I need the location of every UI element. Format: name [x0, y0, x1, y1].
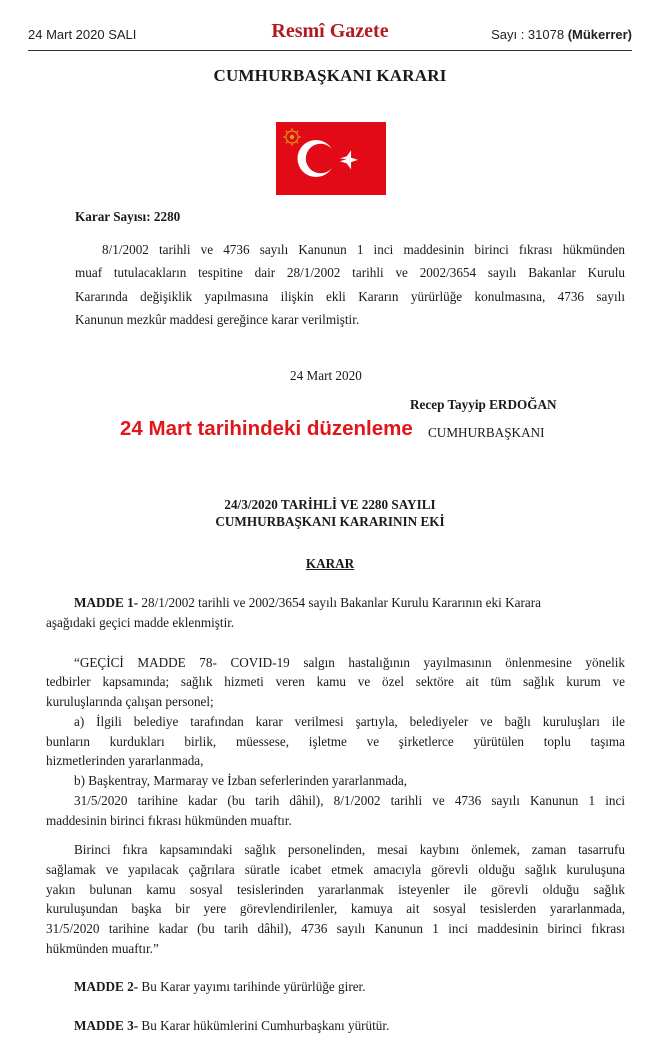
article-3-text: Bu Karar hükümlerini Cumhurbaşkanı yürütür. — [138, 1018, 390, 1033]
issue-prefix: Sayı : 31078 — [491, 27, 565, 42]
item-a-line: bunların kurdukları birlik, müessese, işletme ve şirketlerce yürütülen toplu taşıma — [46, 734, 625, 749]
article-2-text: Bu Karar yayımı tarihinde yürürlüğe girer. — [138, 979, 366, 994]
annex-title-line1: 24/3/2020 TARİHLİ VE 2280 SAYILI — [224, 497, 436, 512]
signature-date: 24 Mart 2020 — [290, 368, 362, 383]
article-1-line — [74, 593, 625, 613]
article-3-label: MADDE 3- — [74, 1018, 139, 1033]
karar-heading: KARAR — [305, 556, 355, 571]
intro-line: Kararında değişiklik yapılmasına ilişkin ekli Kararın yürürlüğe konulmasına, 4736 sayılı — [75, 289, 625, 304]
second-para-line: sağlamak ve yapılacak çağrılara süratle icabet etmek amacıyla görevli olduğu sağlık kuruluşuna — [46, 862, 625, 877]
article-1-label: MADDE 1- — [74, 595, 139, 610]
issue-number — [491, 27, 632, 42]
intro-line: muaf tutulacakların tespitine dair 28/1/2002 tarihli ve 2002/3654 sayılı Bakanlar Kurulu — [75, 265, 625, 280]
provisional-line: tedbirler kapsamında; sağlık hizmeti veren kamu ve özel sektöre ait tüm sağlık kurum ve — [46, 674, 625, 689]
annex-title-line2: CUMHURBAŞKANI KARARININ EKİ — [215, 514, 445, 529]
article-2-label: MADDE 2- — [74, 979, 139, 994]
item-b-line: b) Başkentray, Marmaray ve İzban seferlerinden yararlanmada, — [74, 773, 408, 788]
gazette-title: Resmî Gazete — [271, 20, 389, 42]
item-a-line: a) İlgili belediye tarafından karar verilmesi şartıyla, belediyeler ve bağlı kuruluşları ile — [74, 714, 625, 729]
article-2 — [74, 977, 366, 997]
article-3 — [74, 1016, 389, 1036]
second-para-line: hükmünden muaftır.” — [46, 941, 159, 956]
article-1-text: 28/1/2002 tarihli ve 2002/3654 sayılı Bakanlar Kurulu Kararının eki Karara — [138, 595, 541, 610]
second-para-line: yakın bulunan kamu sosyal tesislerinden yararlanmak isteyenler ile görevli olduğu sağlık — [46, 882, 625, 897]
intro-line: Kanunun mezkûr maddesi gereğince karar verilmiştir. — [75, 312, 360, 327]
item-a-line: hizmetlerinden yararlanmada, — [46, 753, 204, 768]
presidential-seal-icon — [283, 128, 300, 145]
red-annotation-overlay: 24 Mart tarihindeki düzenleme — [120, 417, 413, 440]
second-para-line: kuruluşundan başka bir yere görevlendirilenler, kamuya ait sosyal tesislerden yararlanmada, — [46, 901, 625, 916]
signer-title: CUMHURBAŞKANI — [428, 425, 545, 440]
until-line: maddesinin birinci fıkrası hükmünden muaftır. — [46, 813, 292, 828]
header-date: 24 Mart 2020 SALI — [28, 27, 137, 42]
header-divider — [28, 50, 632, 51]
provisional-line: “GEÇİCİ MADDE 78- COVID-19 salgın hastalığının yayılmasının önlenmesine yönelik — [74, 655, 625, 670]
provisional-line: kuruluşlarında çalışan personel; — [46, 694, 214, 709]
second-para-line: 31/5/2020 tarihine kadar (bu tarih dâhil), 4736 sayılı Kanunun 1 inci maddesinin birinci fıkrası — [46, 921, 625, 936]
issue-suffix: (Mükerrer) — [567, 27, 632, 42]
second-para-line: Birinci fıkra kapsamındaki sağlık personelinden, mesai kaybını önlemek, zaman tasarrufu — [74, 842, 625, 857]
decision-number: Karar Sayısı: 2280 — [75, 209, 181, 224]
article-1-line: aşağıdaki geçici madde eklenmiştir. — [46, 615, 235, 630]
document-heading: CUMHURBAŞKANI KARARI — [213, 66, 447, 85]
signer-name: Recep Tayyip ERDOĞAN — [410, 397, 557, 412]
turkish-flag-icon — [276, 122, 386, 195]
until-line: 31/5/2020 tarihine kadar (bu tarih dâhil), 8/1/2002 tarihli ve 4736 sayılı Kanunun 1 inci — [74, 793, 625, 808]
intro-line: 8/1/2002 tarihli ve 4736 sayılı Kanunun 1 inci maddesinin birinci fıkrası hükmünden — [102, 242, 625, 257]
gazette-header — [0, 0, 660, 56]
